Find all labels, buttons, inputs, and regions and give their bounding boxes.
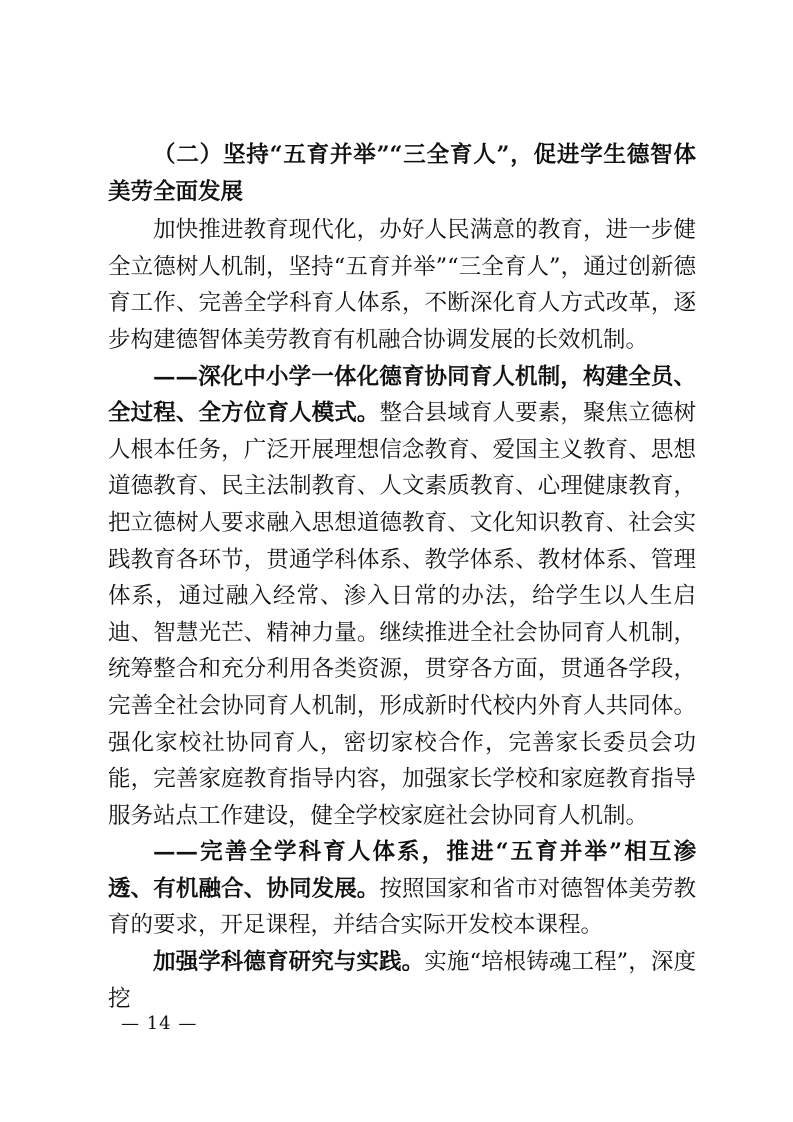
- paragraph-moral-education: [108, 359, 696, 835]
- paragraph-subject-moral: [108, 944, 696, 1017]
- paragraph-text: 整合县域育人要素，聚焦立德树人根本任务，广泛开展理想信念教育、爱国主义教育、思想道德教育、民主法制教育、人文素质教育、心理健康教育，把立德树人要求融入思想道德教育、文化知识教育、社会实践教育各环节，贯通学科体系、教学体系、教材体系、管理体系，通过融入经常、渗入日常的办法，给学生以人生启迪、智慧光芒、精神力量。继续推进全社会协同育人机制，统筹整合和充分利用各类资源，贯穿各方面，贯通各学段，完善全社会协同育人机制，形成新时代校内外育人共同体。强化家校社协同育人，密切家校合作，完善家长委员会功能，完善家庭教育指导内容，加强家长学校和家庭教育指导服务站点工作建设，健全学校家庭社会协同育人机制。: [108, 400, 696, 829]
- section-heading: （二）坚持“五育并举”“三全育人”，促进学生德智体美劳全面发展: [108, 142, 696, 205]
- page-number: — 14 —: [121, 1013, 198, 1034]
- paragraph-lead: 加强学科德育研究与实践。: [153, 949, 425, 976]
- paragraph-text: 按照国家和省市对德智体美劳教育的要求，开足课程，并结合实际开发校本课程。: [108, 875, 696, 939]
- paragraph-intro: [108, 212, 696, 358]
- paragraph-lead: ——深化中小学一体化德育协同育人机制，构建全员、全过程、全方位育人模式。: [108, 363, 696, 427]
- paragraph-curriculum: [108, 834, 696, 944]
- paragraph-text: 加快推进教育现代化，办好人民满意的教育，进一步健全立德树人机制，坚持“五育并举”“三全育人”，通过创新德育工作、完善全学科育人体系，不断深化育人方式改革，逐步构建德智体美劳教育有机融合协调发展的长效机制。: [108, 217, 696, 353]
- paragraph-lead: ——完善全学科育人体系，推进“五育并举”相互渗透、有机融合、协同发展。: [108, 839, 696, 902]
- document-body: [108, 137, 696, 1017]
- paragraph-text: 实施“培根铸魂工程”，深度挖: [108, 949, 696, 1012]
